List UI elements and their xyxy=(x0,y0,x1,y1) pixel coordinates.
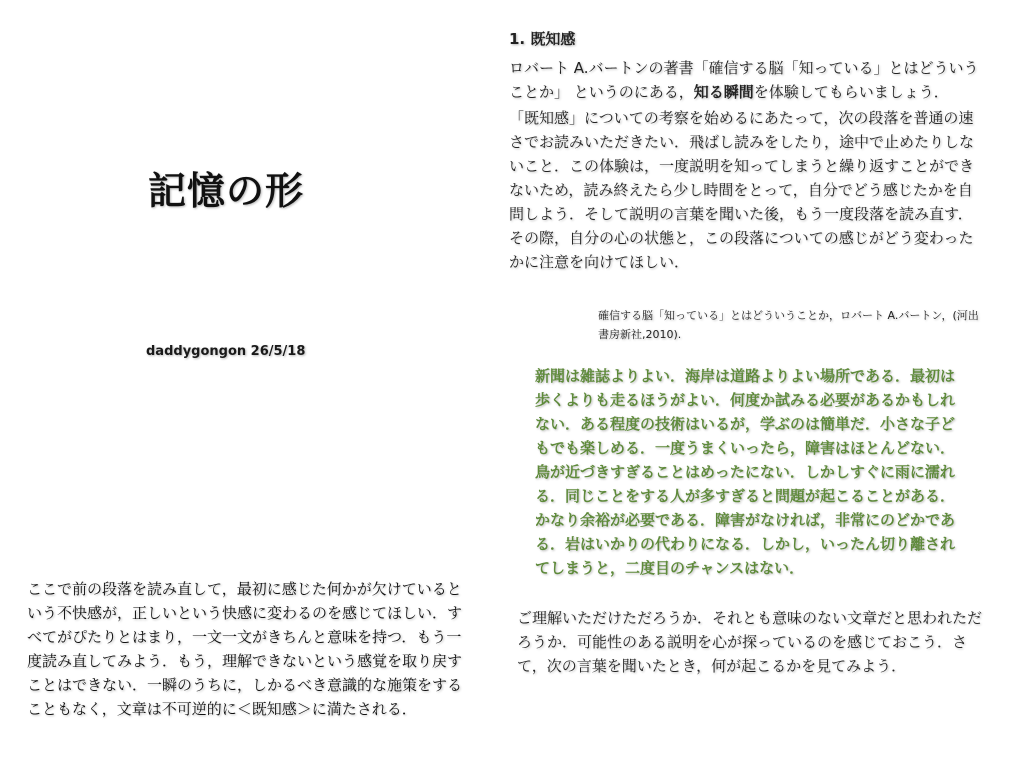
instructions-paragraph: 「既知感」についての考察を始めるにあたって，次の段落を普通の速さでお読みいただきたい．飛ばし読みをしたり，途中で止めたりしないこと．この体験は，一度説明を知ってしまうと繰り返すことができないため，読み終えたら少し時間をとって，自分でどう感じたかを自問しよう．そして説明の言葉を聞いた後，もう一度段落を読み直す．その際，自分の心の状態と，この段落についての感じがどう変わったかに注意を向けてほしい． xyxy=(509,109,975,271)
section-heading: 1. 既知感 xyxy=(509,30,576,48)
intro-text-after: を体験してもらいましょう． xyxy=(753,83,949,101)
closing-paragraph: ご理解いただけただろうか．それとも意味のない文章だと思われただろうか．可能性のある説明を心が探っているのを感じておこう．さて，次の言葉を聞いたとき，何が起こるかを見てみよう． xyxy=(517,609,983,675)
book-citation: 確信する脳「知っている」とはどういうことか，ロバート A.バートン，(河出書房新社,2010). xyxy=(598,309,979,341)
slide-title: 記憶の形 xyxy=(148,169,305,213)
intro-text-before: ロバート A.バートンの著書「確信する脳「知っている」とはどういうことか」 というのにある， xyxy=(509,59,979,101)
mystery-passage: 新聞は雑誌よりよい．海岸は道路よりよい場所である．最初は歩くよりも走るほうがよい．何度か試みる必要があるかもしれない．ある程度の技術はいるが，学ぶのは簡単だ．小さな子どもでも楽しめる．一度うまくいったら，障害はほとんどない．鳥が近づきすぎることはめったにない．しかしすぐに雨に濡れる．同じことをする人が多すぎると問題が起こることがある．かなり余裕が必要である．障害がなければ，非常にのどかである．岩はいかりの代わりになる．しかし，いったん切り離されてしまうと，二度目のチャンスはない． xyxy=(535,367,956,577)
reread-paragraph: ここで前の段落を読み直して，最初に感じた何かが欠けているという不快感が，正しいという快感に変わるのを感じてほしい．すべてがぴたりとはまり，一文一文がきちんと意味を持つ．もう一度読み直してみよう．もう，理解できないという感覚を取り戻すことはできない．一瞬のうちに，しかるべき意識的な施策をすることもなく，文章は不可逆的に＜既知感＞に満たされる． xyxy=(27,580,463,718)
intro-paragraph xyxy=(509,56,981,104)
intro-bold-term: 知る瞬間 xyxy=(693,83,754,101)
author-date: daddygongon 26/5/18 xyxy=(146,344,306,359)
